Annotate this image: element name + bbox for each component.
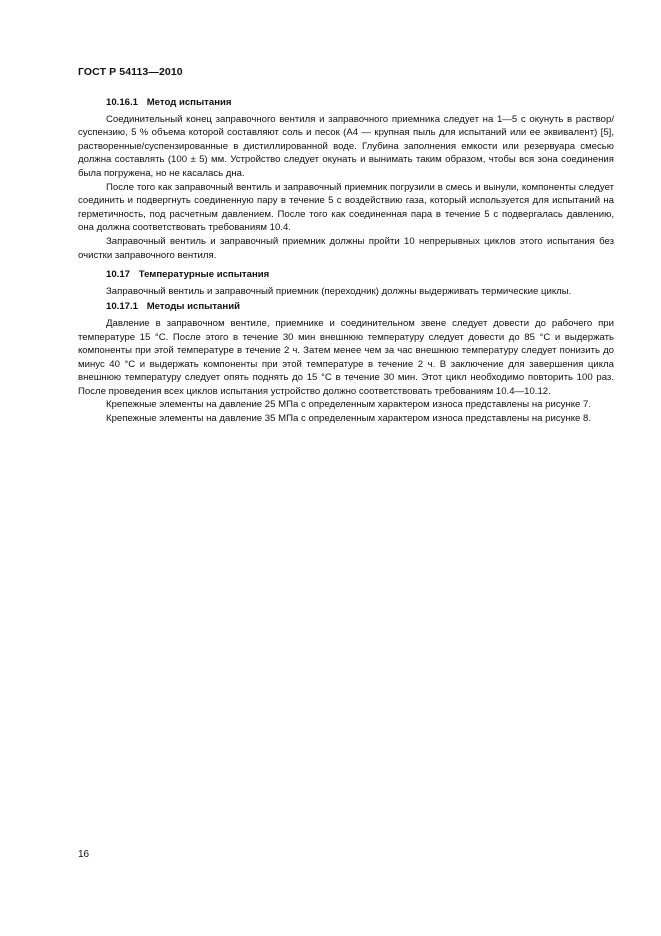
paragraph: Соединительный конец заправочного вентиля и заправочного приемника следует на 1—5 с окунуть в раствор/суспензию, 5 % объема которой составляют соль и песок (А4 — крупная пыль для испытаний или ее эквивалент) [5], растворенные/суспензированные в дистиллированной воде. Глубина заполнения емкости или резервуара смесью должна составлять (100 ± 5) мм. Устройство следует окунать и вынимать таким образом, чтобы вся зона соединения была погружена, но не касалась дна. <box>78 113 614 179</box>
section-title: Методы испытаний <box>146 301 240 313</box>
section-heading-10-16-1 <box>78 96 614 110</box>
paragraph: Крепежные элементы на давление 35 МПа с определенным характером износа представлены на рисунке 8. <box>106 413 592 425</box>
paragraph: Заправочный вентиль и заправочный приемник должны пройти 10 непрерывных циклов этого испытания без очистки заправочного вентиля. <box>78 235 614 261</box>
section-number: 10.16.1 <box>106 97 139 108</box>
paragraph: Крепежные элементы на давление 25 МПа с определенным характером износа представлены на рисунке 7. <box>106 399 592 411</box>
section-title: Метод испытания <box>146 97 232 108</box>
section-heading-10-17-1 <box>78 300 614 314</box>
section-heading-10-17 <box>78 268 614 282</box>
section-number: 10.17 <box>106 269 131 281</box>
paragraph: Заправочный вентиль и заправочный приемник (переходник) должны выдерживать термические циклы. <box>106 285 572 297</box>
paragraph: Давление в заправочном вентиле, приемнике и соединительном звене следует довести до рабочего при температуре 15 °С. После этого в течение 30 мин внешнюю температуру следует довести до 85 °С и выдержать компоненты при этой температуре в течение 2 ч. Затем менее чем за час внешнюю температуру следует понизить до минус 40 °С и выдержать компоненты при этой температуре в течение 2 ч. В заключение для завершения цикла внешнюю температуру следует опять поднять до 15 °С в течение 30 мин. Этот цикл необходимо повторить 100 раз. После проведения всех циклов испытания устройство должно соответствовать требованиям 10.4—10.12. <box>78 317 614 397</box>
page-number: 16 <box>78 849 90 860</box>
document-code: ГОСТ Р 54113—2010 <box>78 66 183 78</box>
document-body <box>78 94 614 426</box>
section-title: Температурные испытания <box>138 269 270 281</box>
section-number: 10.17.1 <box>106 301 139 313</box>
paragraph: После того как заправочный вентиль и заправочный приемник погрузили в смесь и вынули, компоненты следует соединить и подвергнуть соединенную пару в течение 5 с воздействию газа, который используется для испытаний на герметичность, под расчетным давлением. После того как соединенная пара в течение 5 с подвергалась давлению, она должна соответствовать требованиям 10.4. <box>78 181 614 234</box>
